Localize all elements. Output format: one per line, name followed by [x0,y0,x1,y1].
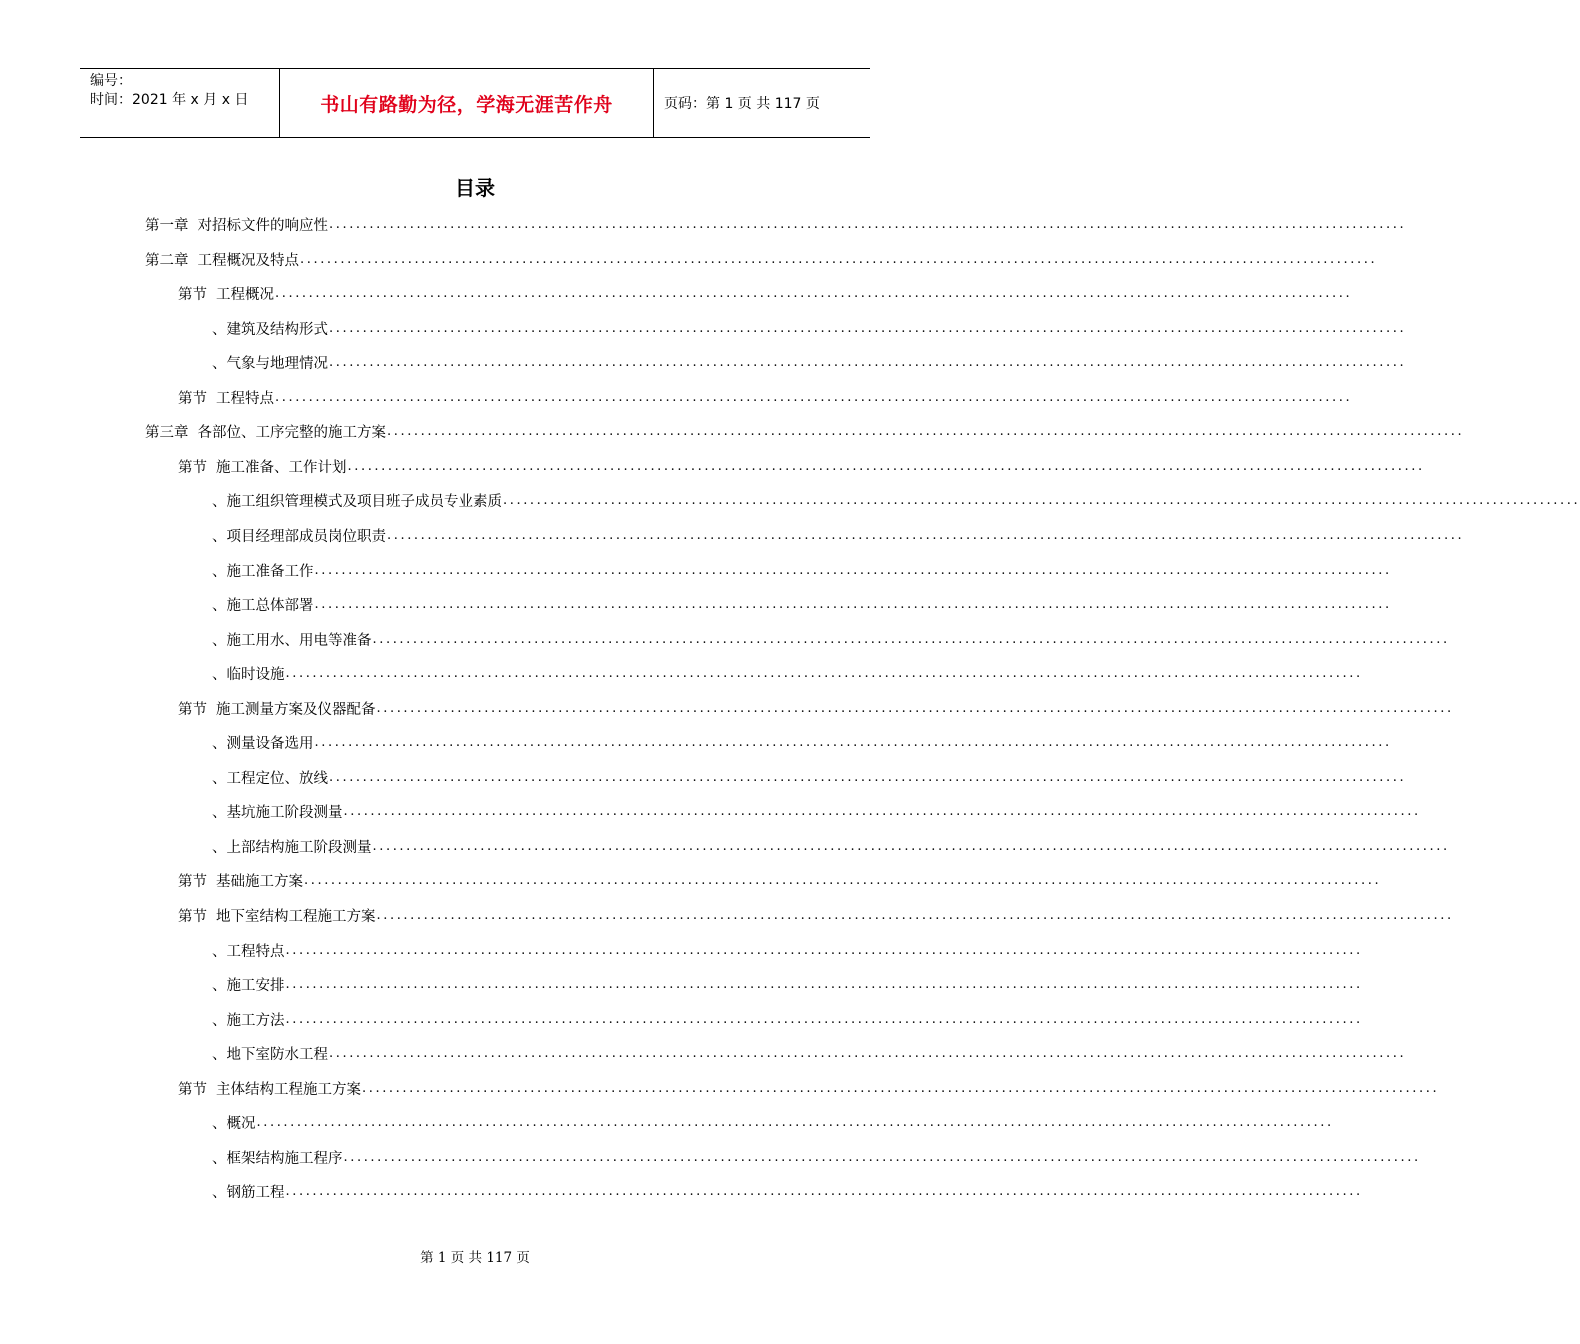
toc-entry[interactable] [212,937,1363,961]
page-footer: 第 1 页 共 117 页 [420,1250,530,1266]
toc-entry-text: 地下室结构工程施工方案 [216,909,376,925]
toc-entry-text: 工程定位、放线 [226,770,328,787]
toc-dot-leader: ................................................................................................................................................................ [314,562,1392,578]
toc-dot-leader: ................................................................................................................................................................ [347,458,1425,474]
toc-entry-text: 框架结构施工程序 [226,1150,343,1167]
toc-dot-leader: ................................................................................................................................................................ [329,217,1407,232]
toc-dot-leader: ................................................................................................................................................................ [285,942,1363,958]
toc-dot-leader: ................................................................................................................................................................ [275,286,1353,302]
toc-entry-label: 第节 [178,701,207,718]
toc-entry[interactable] [212,833,1450,857]
toc-entry-text: 基坑施工阶段测量 [226,805,343,822]
toc-entry[interactable] [178,384,1353,408]
toc-entry-label: 、 [212,321,227,338]
toc-entry[interactable] [212,487,1580,511]
toc-entry-label: 第节 [178,390,207,407]
toc-entry-text: 气象与地理情况 [226,356,328,373]
toc-dot-leader: ................................................................................................................................................................ [285,977,1363,993]
toc-entry-text: 工程特点 [226,943,285,960]
toc-entry[interactable] [178,902,1454,926]
toc-dot-leader: ................................................................................................................................................................ [372,631,1450,647]
toc-entry[interactable] [212,349,1407,373]
toc-dot-leader: ................................................................................................................................................................ [343,804,1421,820]
toc-entry[interactable] [212,1178,1363,1202]
toc-entry-label: 、 [212,1116,227,1133]
toc-dot-leader: ................................................................................................................................................................ [329,320,1407,336]
toc-dot-leader: ................................................................................................................................................................ [376,908,1454,923]
toc-entry[interactable] [178,867,1382,891]
toc-entry-text: 施工用水、用电等准备 [226,632,372,649]
toc-entry[interactable] [145,418,1465,442]
toc-dot-leader: ................................................................................................................................................................ [314,597,1392,613]
toc-entry-label: 、 [212,1012,227,1029]
toc-entry-text: 施工总体部署 [226,598,314,615]
toc-entry-text: 基础施工方案 [216,874,303,891]
toc-dot-leader: ................................................................................................................................................................ [387,527,1465,543]
toc-dot-leader: ................................................................................................................................................................ [372,838,1450,854]
toc-dot-leader: ................................................................................................................................................................ [329,355,1407,371]
toc-entry-label: 、 [212,528,227,545]
toc-entry-text: 施工测量方案及仪器配备 [216,701,376,718]
toc-entry-label: 第一章 [145,218,189,234]
toc-entry-text: 施工安排 [226,978,285,995]
toc-entry[interactable] [212,626,1450,650]
toc-entry[interactable] [212,729,1392,753]
toc-entry[interactable] [145,246,1378,270]
toc-entry[interactable] [212,764,1407,788]
toc-dot-leader: ................................................................................................................................................................ [376,700,1454,716]
toc-entry-label: 、 [212,1150,227,1167]
toc-entry[interactable] [178,280,1353,304]
toc-entry[interactable] [212,557,1392,581]
toc-dot-leader: ................................................................................................................................................................ [285,1011,1363,1027]
toc-entry-label: 、 [212,494,227,511]
toc-entry[interactable] [145,211,1407,235]
toc-dot-leader: ................................................................................................................................................................ [362,1080,1440,1096]
toc-entry-label: 、 [212,736,227,753]
toc-dot-leader: ................................................................................................................................................................ [329,1046,1407,1062]
toc-entry-label: 、 [212,632,227,649]
toc-entry-label: 、 [212,1047,227,1064]
toc-entry-text: 地下室防水工程 [226,1047,328,1064]
toc-dot-leader: ................................................................................................................................................................ [329,769,1407,785]
toc-entry-text: 施工准备、工作计划 [216,459,347,476]
toc-entry[interactable] [212,1040,1407,1064]
header-page-label: 页码：第 1 页 共 117 页 [664,96,820,112]
toc-entry-text: 建筑及结构形式 [226,321,328,338]
toc-entry-label: 、 [212,943,227,960]
toc-entry-text: 概况 [226,1116,256,1133]
toc-entry[interactable] [212,971,1363,995]
toc-dot-leader: ................................................................................................................................................................ [300,251,1378,267]
toc-entry[interactable] [212,1006,1363,1030]
toc-entry-label: 第二章 [145,252,189,269]
toc-entry-text: 项目经理部成员岗位职责 [226,528,386,545]
toc-entry-text: 测量设备选用 [226,736,314,753]
time-label: 时间：2021 年 x 月 x 日 [90,92,249,108]
number-label: 编号： [90,73,132,89]
toc-entry-label: 、 [212,1185,227,1202]
toc-entry-text: 临时设施 [226,667,285,684]
toc-entry-text: 施工方法 [226,1012,285,1029]
toc-entry-label: 第节 [178,459,207,476]
toc-entry[interactable] [212,798,1421,822]
toc-entry-text: 上部结构施工阶段测量 [226,839,372,856]
toc-entry-text: 主体结构工程施工方案 [216,1081,361,1098]
toc-entry[interactable] [178,695,1454,719]
toc-dot-leader: ................................................................................................................................................................ [314,735,1392,751]
toc-entry-label: 、 [212,598,227,615]
header-meta [80,69,280,137]
toc-dot-leader: ................................................................................................................................................................ [387,424,1465,440]
toc-entry-label: 第三章 [145,425,189,442]
toc-title: 目录 [455,176,495,200]
toc-entry-label: 第节 [178,909,207,925]
toc-entry-label: 、 [212,805,227,822]
toc-dot-leader: ................................................................................................................................................................ [285,1184,1363,1200]
toc-entry[interactable] [212,315,1407,339]
document-header [80,68,870,138]
toc-entry[interactable] [212,1109,1334,1133]
toc-entry[interactable] [212,660,1363,684]
toc-entry-label: 第节 [178,1081,207,1098]
toc-entry[interactable] [178,1075,1440,1099]
toc-dot-leader: ................................................................................................................................................................ [304,873,1382,889]
toc-entry-label: 、 [212,563,227,580]
toc-entry-label: 、 [212,356,227,373]
toc-entry-text: 施工准备工作 [226,563,314,580]
toc-entry-text: 各部位、工序完整的施工方案 [197,425,386,442]
toc-entry[interactable] [178,453,1425,477]
toc-entry-text: 工程概况 [216,287,274,304]
toc-entry-label: 第节 [178,874,207,891]
toc-entry[interactable] [212,1144,1421,1168]
toc-entry-label: 、 [212,978,227,995]
toc-entry-label: 、 [212,770,227,787]
toc-entry[interactable] [212,522,1465,546]
header-motto: 书山有路勤为径，学海无涯苦作舟 [280,69,654,137]
toc-dot-leader: ................................................................................................................................................................ [503,493,1580,509]
toc-entry-label: 、 [212,667,227,684]
toc-entry-text: 对招标文件的响应性 [197,218,328,234]
toc-entry[interactable] [212,591,1392,615]
toc-entry-text: 工程概况及特点 [197,252,299,269]
toc-entry-text: 施工组织管理模式及项目班子成员专业素质 [226,494,502,511]
toc-dot-leader: ................................................................................................................................................................ [256,1115,1334,1131]
toc-dot-leader: ................................................................................................................................................................ [343,1149,1421,1165]
toc-entry-label: 、 [212,839,227,856]
toc-entry-label: 第节 [178,287,207,304]
toc-entry-text: 工程特点 [216,390,274,407]
toc-dot-leader: ................................................................................................................................................................ [275,389,1353,405]
toc-dot-leader: ................................................................................................................................................................ [285,666,1363,682]
toc-entry-text: 钢筋工程 [226,1185,285,1202]
